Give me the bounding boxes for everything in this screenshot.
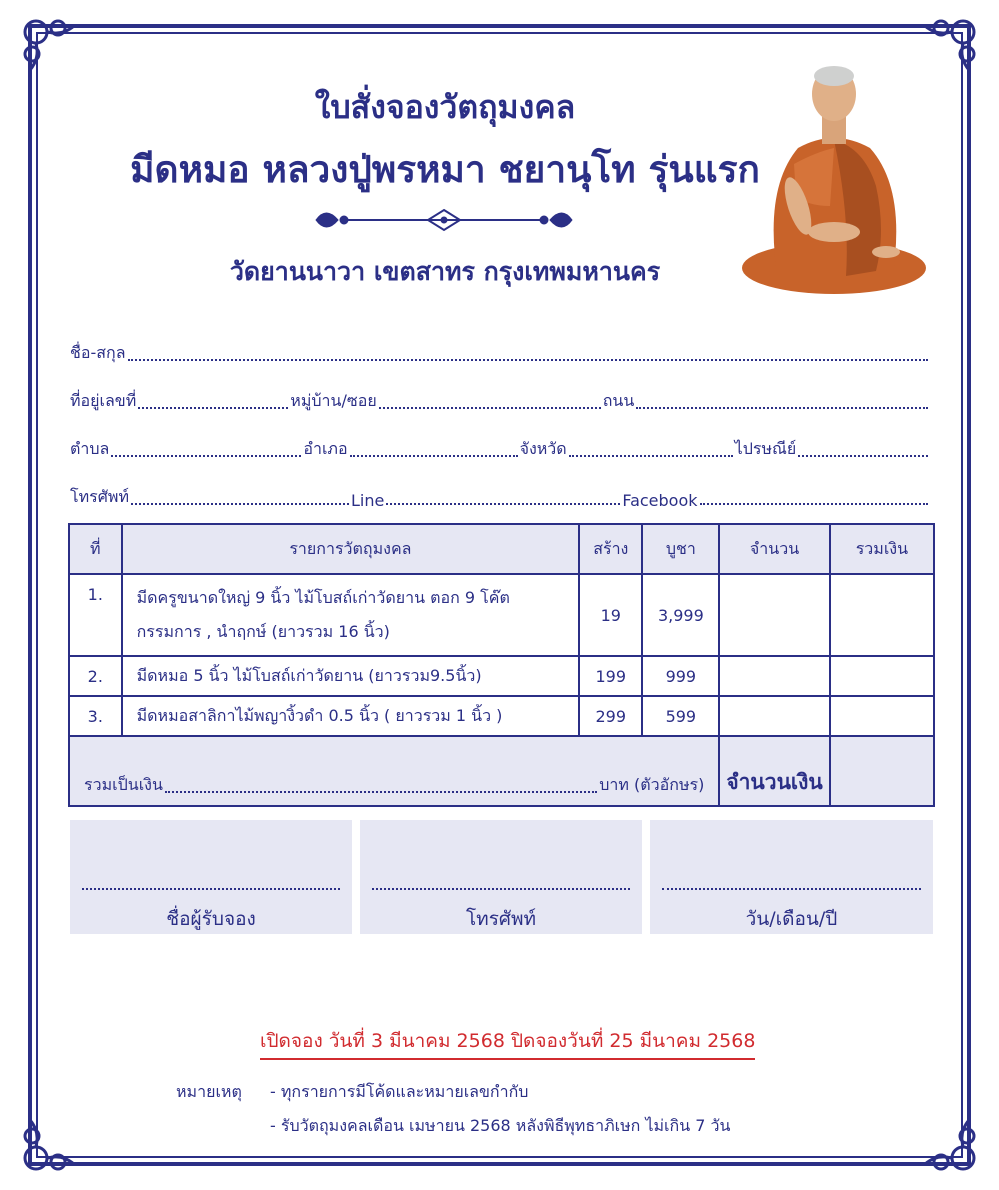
phone-sign-input-line[interactable] xyxy=(372,888,630,890)
divider-ornament-icon xyxy=(312,204,576,236)
village-label: หมู่บ้าน/ซอย xyxy=(290,391,377,410)
name-label: ชื่อ-สกุล xyxy=(70,343,126,362)
form-title: ใบสั่งจองวัตถุมงคล xyxy=(314,88,576,126)
col-made-header: สร้าง xyxy=(579,524,642,574)
province-label: จังหวัด xyxy=(519,439,567,458)
row-no: 1. xyxy=(69,574,122,656)
address-field-row[interactable] xyxy=(70,388,930,414)
row-made: 299 xyxy=(579,696,642,736)
note-line: - รับวัตถุมงคลเดือน เมษายน 2568 หลังพิธีพุทธาภิเษก ไม่เกิน 7 วัน xyxy=(270,1116,731,1135)
table-row xyxy=(69,574,934,656)
row-price: 599 xyxy=(642,696,719,736)
phone-label: โทรศัพท์ xyxy=(70,487,129,506)
receiver-signature-box[interactable] xyxy=(70,820,352,934)
row-sum-cell[interactable] xyxy=(830,656,934,696)
postcode-label: ไปรษณีย์ xyxy=(734,439,797,458)
facebook-input-line[interactable] xyxy=(700,502,928,505)
name-input-line[interactable] xyxy=(128,358,929,361)
address-no-input-line[interactable] xyxy=(138,406,288,409)
name-field-row[interactable] xyxy=(70,340,930,366)
district-label: อำเภอ xyxy=(303,439,348,458)
row-sum-cell[interactable] xyxy=(830,696,934,736)
total-words-unit: บาท (ตัวอักษร) xyxy=(599,775,705,794)
date-label: วัน/เดือน/ปี xyxy=(745,908,838,930)
receiver-input-line[interactable] xyxy=(82,888,340,890)
row-made: 19 xyxy=(579,574,642,656)
row-qty-cell[interactable] xyxy=(719,696,829,736)
row-no: 3. xyxy=(69,696,122,736)
total-words-cell[interactable] xyxy=(69,736,719,806)
date-signature-box[interactable] xyxy=(650,820,933,934)
contact-field-row[interactable] xyxy=(70,484,930,510)
booking-dates: เปิดจอง วันที่ 3 มีนาคม 2568 ปิดจองวันที่ 25 มีนาคม 2568 xyxy=(260,1026,755,1060)
road-input-line[interactable] xyxy=(636,406,928,409)
row-price: 3,999 xyxy=(642,574,719,656)
line-label: Line xyxy=(350,491,385,510)
row-item: มีดหมอสาลิกาไม้พญางิ้วดำ 0.5 นิ้ว ( ยาวรวม 1 นิ้ว ) xyxy=(122,696,580,736)
line-input-line[interactable] xyxy=(386,502,620,505)
facebook-label: Facebook xyxy=(622,491,698,510)
temple-name: วัดยานนาวา เขตสาทร กรุงเทพมหานคร xyxy=(229,257,661,286)
amount-total-cell[interactable] xyxy=(830,736,934,806)
row-qty-cell[interactable] xyxy=(719,656,829,696)
row-item-line: มีดครูขนาดใหญ่ 9 นิ้ว ไม้โบสถ์เก่าวัดยาน ตอก 9 โค๊ต xyxy=(136,588,510,607)
row-sum-cell[interactable] xyxy=(830,574,934,656)
subdistrict-label: ตำบล xyxy=(70,439,110,458)
province-input-line[interactable] xyxy=(569,454,733,457)
row-item-line: กรรมการ , นำฤกษ์ (ยาวรวม 16 นิ้ว) xyxy=(136,622,390,641)
monk-photo xyxy=(736,56,932,296)
postcode-input-line[interactable] xyxy=(798,454,928,457)
row-item xyxy=(122,574,580,656)
total-words-input-line[interactable] xyxy=(165,791,597,793)
address-no-label: ที่อยู่เลขที่ xyxy=(70,391,137,410)
corner-ornament-icon xyxy=(18,1112,82,1176)
note-line: - ทุกรายการมีโค้ดและหมายเลขกำกับ xyxy=(270,1082,529,1101)
amount-label: จำนวนเงิน xyxy=(719,736,829,806)
table-header-row xyxy=(69,524,934,574)
row-made: 199 xyxy=(579,656,642,696)
col-item-header: รายการวัตถุมงคล xyxy=(122,524,580,574)
order-table xyxy=(68,523,935,807)
col-price-header: บูชา xyxy=(642,524,719,574)
corner-ornament-icon xyxy=(18,14,82,78)
date-input-line[interactable] xyxy=(662,888,921,890)
col-qty-header: จำนวน xyxy=(719,524,829,574)
village-input-line[interactable] xyxy=(379,406,601,409)
road-label: ถนน xyxy=(602,391,635,410)
row-price: 999 xyxy=(642,656,719,696)
phone-sign-label: โทรศัพท์ xyxy=(465,908,537,930)
corner-ornament-icon xyxy=(917,1112,981,1176)
row-no: 2. xyxy=(69,656,122,696)
phone-signature-box[interactable] xyxy=(360,820,642,934)
total-row xyxy=(69,736,934,806)
total-words-label: รวมเป็นเงิน xyxy=(84,775,163,794)
subdistrict-input-line[interactable] xyxy=(111,454,301,457)
form-subtitle: มีดหมอ หลวงปู่พรหมา ชยานุโท รุ่นแรก xyxy=(130,148,760,191)
notes-label: หมายเหตุ xyxy=(176,1082,242,1101)
table-row xyxy=(69,696,934,736)
col-no-header: ที่ xyxy=(69,524,122,574)
district-input-line[interactable] xyxy=(350,454,518,457)
location-field-row[interactable] xyxy=(70,436,930,462)
row-qty-cell[interactable] xyxy=(719,574,829,656)
table-row xyxy=(69,656,934,696)
col-sum-header: รวมเงิน xyxy=(830,524,934,574)
row-item: มีดหมอ 5 นิ้ว ไม้โบสถ์เก่าวัดยาน (ยาวรวม9.5นิ้ว) xyxy=(122,656,580,696)
phone-input-line[interactable] xyxy=(131,502,349,505)
receiver-label: ชื่อผู้รับจอง xyxy=(166,908,256,930)
